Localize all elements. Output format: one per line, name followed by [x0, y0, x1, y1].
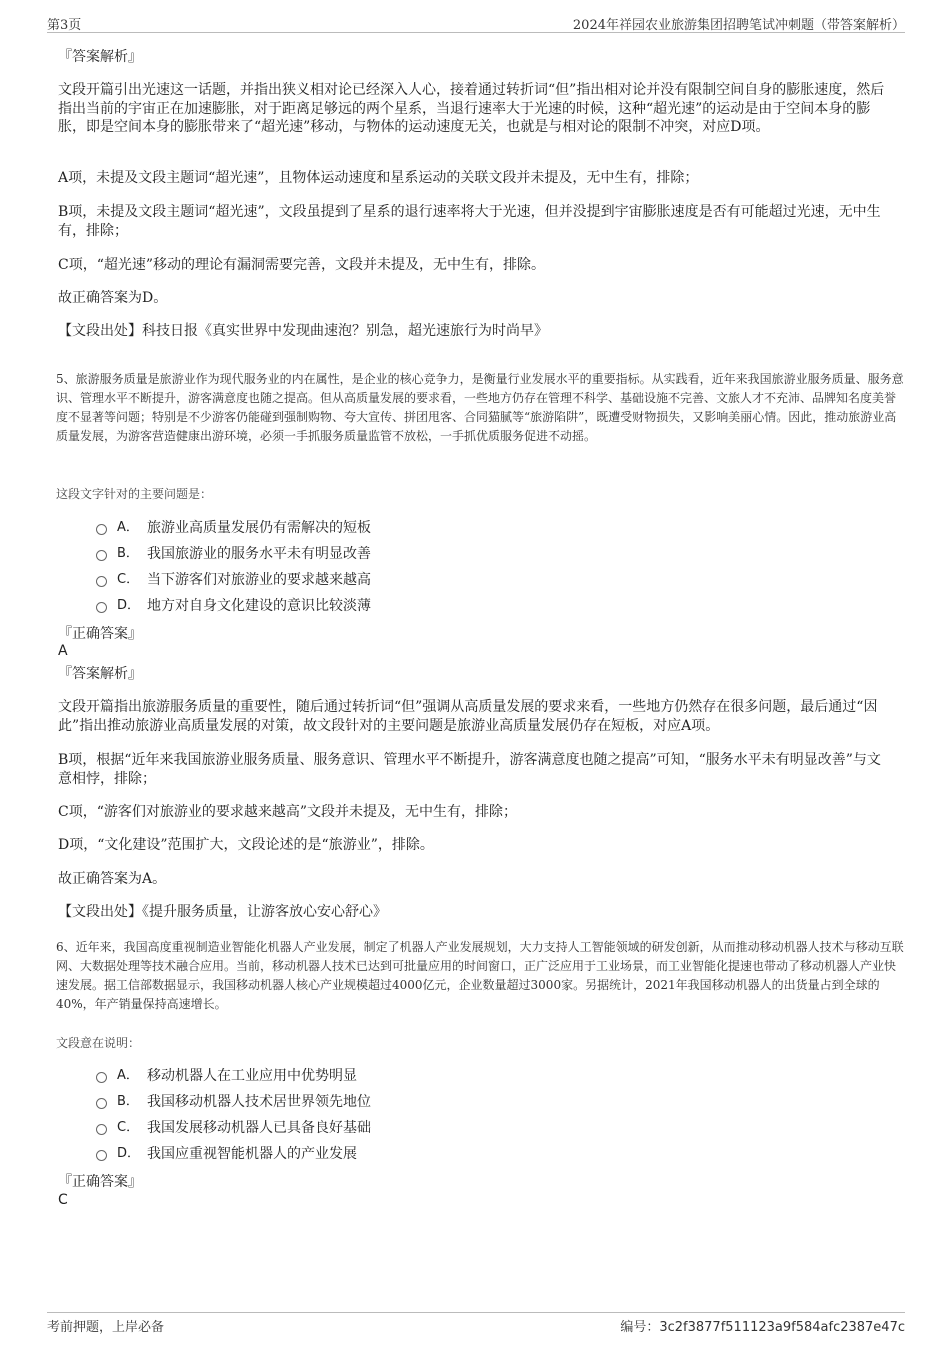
q6-answer-title: 『正确答案』: [58, 1174, 142, 1190]
q5-analysis-title: 『答案解析』: [58, 666, 142, 682]
q5-analysis-paragraph: 文段开篇指出旅游服务质量的重要性，随后通过转折词“但”强调从高质量发展的要求来看，一些地方仍然存在很多问题，最后通过“因此”指出推动旅游业高质量发展的对策，故文段针对的主要问题是旅游业高质量发展仍存在短板，对应A项。: [58, 699, 878, 734]
radio-button[interactable]: [96, 1124, 107, 1135]
option-text: 移动机器人在工业应用中优势明显: [147, 1068, 357, 1084]
page-footer: [47, 1312, 905, 1335]
option-text: 我国移动机器人技术居世界领先地位: [147, 1094, 371, 1110]
option-text: 我国应重视智能机器人的产业发展: [147, 1146, 357, 1162]
q5-option-a[interactable]: A． 旅游业高质量发展仍有需解决的短板: [96, 519, 371, 537]
radio-button[interactable]: [96, 1072, 107, 1083]
q4-analysis-option-c: C项，“超光速”移动的理论有漏洞需要完善，文段并未提及，无中生有，排除。: [58, 257, 546, 273]
q5-analysis-option-c: C项，“游客们对旅游业的要求越来越高”文段并未提及，无中生有，排除；: [58, 804, 518, 820]
q4-source: 【文段出处】科技日报《真实世界中发现曲速泡？别急，超光速旅行为时尚早》: [58, 323, 548, 339]
radio-button[interactable]: [96, 550, 107, 561]
radio-button[interactable]: [96, 1150, 107, 1161]
q5-source: 【文段出处】《提升服务质量，让游客放心安心舒心》: [58, 904, 387, 920]
radio-button[interactable]: [96, 576, 107, 587]
page-number: 第3页: [47, 18, 82, 33]
q6-prompt: 文段意在说明：: [56, 1036, 141, 1050]
option-text: 我国发展移动机器人已具备良好基础: [147, 1120, 371, 1136]
q4-conclusion: 故正确答案为D。: [58, 290, 168, 306]
document-title: 2024年祥园农业旅游集团招聘笔试冲刺题（带答案解析）: [572, 18, 905, 33]
q4-analysis-option-b: B项，未提及文段主题词“超光速”，文段虽提到了星系的退行速率将大于光速，但并没提到宇宙膨胀速度是否有可能超过光速，无中生有，排除；: [58, 204, 881, 239]
page-header: [47, 12, 905, 33]
footer-slogan: 考前押题，上岸必备: [47, 1320, 165, 1335]
q6-stem: 6、近年来，我国高度重视制造业智能化机器人产业发展，制定了机器人产业发展规划，大力支持人工智能领域的研发创新，从而推动移动机器人技术与移动互联网、大数据处理等技术融合应用。当前，移动机器人技术已达到可批量应用的时间窗口，正广泛应用于工业场景，而工业智能化提速也带动了移动机器人产业快速发展。据工信部数据显示，我国移动机器人核心产业规模超过4000亿元，企业数量超过3000家。另据统计，2021年我国移动机器人的出货量占到全球的40%，年产销量保持高速增长。: [56, 940, 904, 1011]
q5-answer-title: 『正确答案』: [58, 626, 142, 642]
option-text: 当下游客们对旅游业的要求越来越高: [147, 572, 371, 588]
q5-option-c[interactable]: C． 当下游客们对旅游业的要求越来越高: [96, 571, 371, 589]
q4-analysis-paragraph: 文段开篇引出光速这一话题，并指出狭义相对论已经深入人心，接着通过转折词“但”指出相对论并没有限制空间自身的膨胀速度，然后指出当前的宇宙正在加速膨胀，对于距离足够远的两个星系，当退行速率大于光速的时候，这种“超光速”的运动是由于空间本身的膨胀，即是空间本身的膨胀带来了“超光速”移动，与物体的运动速度无关，也就是与相对论的限制不冲突，对应D项。: [58, 82, 885, 135]
q5-stem: 5、旅游服务质量是旅游业作为现代服务业的内在属性，是企业的核心竞争力，是衡量行业发展水平的重要指标。从实践看，近年来我国旅游业服务质量、服务意识、管理水平不断提升，游客满意度也随之提高。但从高质量发展的要求看，一些地方仍存在管理不科学、基础设施不完善、文旅人才不充沛、品牌知名度美誉度不显著等问题；特别是不少游客仍能碰到强制购物、夸大宣传、拼团甩客、合同猫腻等“旅游陷阱”，既遭受财物损失，又影响美丽心情。因此，推动旅游业高质量发展，为游客营造健康出游环境，必须一手抓服务质量监管不放松，一手抓优质服务促进不动摇。: [56, 372, 904, 443]
q5-answer: A: [58, 643, 68, 659]
q5-option-d[interactable]: D． 地方对自身文化建设的意识比较淡薄: [96, 597, 371, 615]
q6-option-b[interactable]: B． 我国移动机器人技术居世界领先地位: [96, 1093, 371, 1111]
q6-option-a[interactable]: A． 移动机器人在工业应用中优势明显: [96, 1067, 357, 1085]
q4-analysis-option-a: A项，未提及文段主题词“超光速”，且物体运动速度和星系运动的关联文段并未提及，无中生有，排除；: [58, 170, 699, 186]
q5-analysis-option-d: D项，“文化建设”范围扩大，文段论述的是“旅游业”，排除。: [58, 837, 434, 853]
q4-analysis-title: 『答案解析』: [58, 49, 142, 65]
q6-option-d[interactable]: D． 我国应重视智能机器人的产业发展: [96, 1145, 357, 1163]
q6-option-c[interactable]: C． 我国发展移动机器人已具备良好基础: [96, 1119, 371, 1137]
radio-button[interactable]: [96, 602, 107, 613]
q6-answer: C: [58, 1192, 68, 1208]
option-text: 我国旅游业的服务水平未有明显改善: [147, 546, 371, 562]
q5-prompt: 这段文字针对的主要问题是：: [56, 487, 213, 501]
option-text: 地方对自身文化建设的意识比较淡薄: [147, 598, 371, 614]
q5-option-b[interactable]: B． 我国旅游业的服务水平未有明显改善: [96, 545, 371, 563]
radio-button[interactable]: [96, 524, 107, 535]
option-text: 旅游业高质量发展仍有需解决的短板: [147, 520, 371, 536]
q5-conclusion: 故正确答案为A。: [58, 871, 167, 887]
radio-button[interactable]: [96, 1098, 107, 1109]
document-code: 编号：3c2f3877f511123a9f584afc2387e47c: [620, 1320, 905, 1335]
q5-analysis-option-b: B项，根据“近年来我国旅游业服务质量、服务意识、管理水平不断提升，游客满意度也随之提高”可知，“服务水平未有明显改善”与文意相悖，排除；: [58, 752, 881, 787]
